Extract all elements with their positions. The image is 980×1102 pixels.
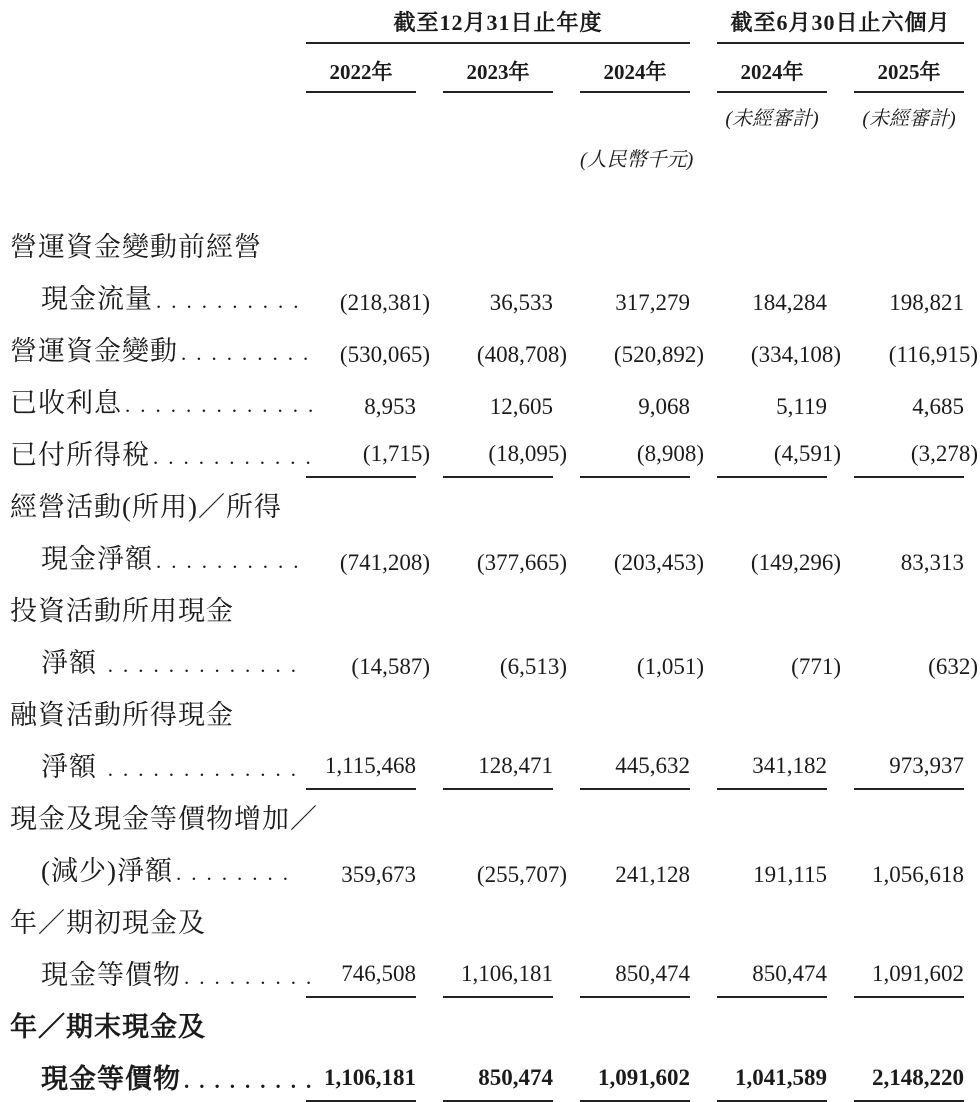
cell-value: 198,821 <box>889 290 964 315</box>
cell <box>854 855 964 894</box>
cell-value: 241,128 <box>615 862 690 887</box>
cell <box>580 283 690 322</box>
row-label <box>10 1050 322 1102</box>
dot-leader: ........ <box>175 861 298 885</box>
dot-leader: ............. <box>107 653 306 677</box>
cell-value: 184,284 <box>752 290 827 315</box>
cell <box>443 387 553 426</box>
cell-value: (218,381) <box>339 290 430 315</box>
cell <box>717 543 841 582</box>
row-label <box>10 738 306 790</box>
cell <box>717 283 827 322</box>
cell-value: 341,182 <box>752 753 827 778</box>
cell-value: 191,115 <box>753 862 827 887</box>
row-label <box>10 374 324 426</box>
cell <box>580 647 704 686</box>
row-label-text: 現金淨額 <box>41 544 153 574</box>
cell <box>854 543 964 582</box>
row-label-text: 淨額 <box>41 648 105 678</box>
year-header: 2025年 <box>854 44 964 93</box>
cell <box>443 647 567 686</box>
cell <box>854 387 964 426</box>
cell-value: (632) <box>928 654 978 679</box>
cell-value: 2,148,220 <box>872 1065 964 1090</box>
cell <box>717 746 827 790</box>
cell-value: 1,106,181 <box>461 961 553 986</box>
cell <box>443 434 567 478</box>
cell <box>443 1058 553 1102</box>
cell <box>306 387 416 426</box>
cell-value: 36,533 <box>489 290 553 315</box>
cell-value: 850,474 <box>615 961 690 986</box>
cell <box>580 954 690 998</box>
row-label-text: 現金流量 <box>41 284 153 314</box>
dot-leader: ......... <box>184 965 322 989</box>
cell <box>854 746 964 790</box>
cell-value: (408,708) <box>476 342 567 367</box>
cell-value: 1,056,618 <box>872 862 964 887</box>
cell <box>443 335 567 374</box>
cell <box>580 746 690 790</box>
cell-value: (149,296) <box>750 550 841 575</box>
dot-leader: .......... <box>156 289 309 313</box>
cell <box>306 335 430 374</box>
cell-value: (14,587) <box>351 654 430 679</box>
row-label: 現金及現金等價物增加／ <box>10 804 318 834</box>
cell <box>306 283 430 322</box>
cell-value: 4,685 <box>912 394 964 419</box>
dot-leader: ............. <box>125 393 324 417</box>
cell-value: 1,091,602 <box>598 1065 690 1090</box>
cell <box>854 283 964 322</box>
cell-value: 1,115,468 <box>324 753 416 778</box>
cell-value: (741,208) <box>339 550 430 575</box>
cell-value: 317,279 <box>615 290 690 315</box>
unaudited-note: (未經審計) <box>862 108 956 130</box>
cell-value: 850,474 <box>752 961 827 986</box>
unaudited-note: (未經審計) <box>725 108 819 130</box>
cell <box>306 543 430 582</box>
cell <box>580 543 704 582</box>
cell-value: 850,474 <box>478 1065 553 1090</box>
cell <box>443 283 553 322</box>
cell-value: 746,508 <box>341 961 416 986</box>
cell <box>306 434 430 478</box>
cell <box>854 954 964 998</box>
row-label <box>10 270 309 322</box>
row-label: 營運資金變動前經營 <box>10 232 262 262</box>
cell <box>443 746 553 790</box>
cell-value: (520,892) <box>613 342 704 367</box>
year-header: 2024年 <box>580 44 690 93</box>
cell-value: (1,715) <box>362 441 430 466</box>
row-label <box>10 634 306 686</box>
row-label <box>10 530 309 582</box>
cell <box>306 1058 416 1102</box>
cell-value: 128,471 <box>478 753 553 778</box>
dot-leader: ............. <box>107 757 306 781</box>
cell <box>580 1058 690 1102</box>
year-header: 2023年 <box>443 44 553 93</box>
cell-value: (6,513) <box>499 654 567 679</box>
row-label-text: 營運資金變動 <box>10 336 178 366</box>
row-label: 年／期初現金及 <box>10 908 206 938</box>
row-label-text: 淨額 <box>41 752 105 782</box>
cell <box>854 335 978 374</box>
cell-value: (116,915) <box>888 342 978 367</box>
cell-value: 1,106,181 <box>324 1065 416 1090</box>
row-label <box>10 426 321 478</box>
year-header: 2022年 <box>306 44 416 93</box>
cell <box>580 387 690 426</box>
cell-value: 445,632 <box>615 753 690 778</box>
cell <box>717 387 827 426</box>
cell-value: (771) <box>791 654 841 679</box>
dot-leader: .......... <box>156 549 309 573</box>
cell <box>443 855 567 894</box>
row-label: 年／期末現金及 <box>10 1012 206 1042</box>
cell <box>854 1058 964 1102</box>
cell-value: 973,937 <box>889 753 964 778</box>
row-label: 融資活動所得現金 <box>10 700 234 730</box>
cell-value: 12,605 <box>489 394 553 419</box>
cell <box>306 855 416 894</box>
year-header: 2024年 <box>717 44 827 93</box>
cell <box>717 434 841 478</box>
cell-value: 8,953 <box>364 394 416 419</box>
dot-leader: ........... <box>153 445 321 469</box>
cell-value: 1,041,589 <box>735 1065 827 1090</box>
row-label <box>10 842 298 894</box>
cell <box>717 855 827 894</box>
table-grid <box>10 6 978 1102</box>
cell-value: (334,108) <box>750 342 841 367</box>
cell <box>580 434 704 478</box>
cell <box>306 746 416 790</box>
cell <box>717 1058 827 1102</box>
group-header-annual: 截至12月31日止年度 <box>306 6 690 44</box>
row-label-text: 已付所得稅 <box>10 440 150 470</box>
currency-note: (人民幣千元) <box>580 149 694 171</box>
cell-value: (1,051) <box>636 654 704 679</box>
cell <box>306 647 430 686</box>
cell-value: (203,453) <box>613 550 704 575</box>
row-label <box>10 322 319 374</box>
cell-value: (18,095) <box>488 441 567 466</box>
cell <box>306 954 416 998</box>
row-label-text: 現金等價物 <box>41 1064 181 1094</box>
cell <box>580 335 704 374</box>
cell <box>854 434 978 478</box>
cell-value: (377,665) <box>476 550 567 575</box>
row-label <box>10 946 322 998</box>
cell <box>443 543 567 582</box>
cell-value: (8,908) <box>636 441 704 466</box>
cell-value: 5,119 <box>776 394 827 419</box>
cell <box>854 647 978 686</box>
cell-value: (255,707) <box>476 862 567 887</box>
dot-leader: ......... <box>181 341 319 365</box>
cell <box>717 335 841 374</box>
row-label: 投資活動所用現金 <box>10 596 234 626</box>
cell <box>717 954 827 998</box>
cell <box>443 954 553 998</box>
cell-value: (530,065) <box>339 342 430 367</box>
cell <box>717 647 841 686</box>
cell-value: 1,091,602 <box>872 961 964 986</box>
cell-value: 359,673 <box>341 862 416 887</box>
row-label-text: 現金等價物 <box>41 960 181 990</box>
dot-leader: ......... <box>184 1069 322 1093</box>
row-label-text: (減少)淨額 <box>41 856 173 886</box>
row-label: 經營活動(所用)／所得 <box>10 492 282 522</box>
cell-value: (3,278) <box>910 441 978 466</box>
cell-value: (4,591) <box>773 441 841 466</box>
cell-value: 9,068 <box>638 394 690 419</box>
row-label-text: 已收利息 <box>10 388 122 418</box>
cell-value: 83,313 <box>900 550 964 575</box>
cell <box>580 855 690 894</box>
group-header-interim: 截至6月30日止六個月 <box>717 6 964 44</box>
header-body-gap <box>10 172 964 218</box>
